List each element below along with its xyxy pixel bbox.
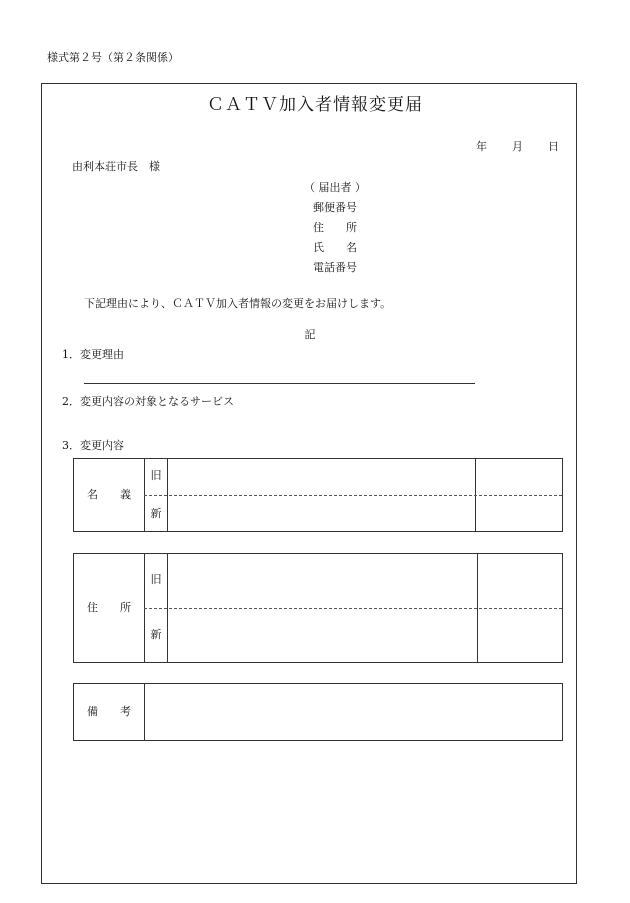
address-old-field[interactable] <box>168 554 476 607</box>
address-old-label: 旧 <box>150 573 162 586</box>
sender-heading: （ 届出者 ） <box>304 181 366 194</box>
date-month: 月 <box>512 140 523 153</box>
address-label: 住 所 <box>87 601 131 614</box>
item-target-service: 2．変更内容の対象となるサービス <box>62 395 234 408</box>
change-reason-underline[interactable] <box>84 383 475 384</box>
sender-postal-code-label: 郵便番号 <box>313 201 357 214</box>
name-old-field[interactable] <box>168 459 474 494</box>
form-number: 様式第２号（第２条関係） <box>47 51 179 64</box>
sender-address-label: 住 所 <box>313 221 357 234</box>
date-year: 年 <box>476 140 487 153</box>
date-day: 日 <box>548 140 559 153</box>
name-old-label: 旧 <box>150 469 162 482</box>
form-title: ＣＡＴＶ加入者情報変更届 <box>207 95 423 115</box>
remarks-label: 備 考 <box>87 705 131 718</box>
address-new-label: 新 <box>150 628 162 641</box>
ki-heading: 記 <box>304 328 316 341</box>
sender-phone-label: 電話番号 <box>313 261 357 274</box>
item-change-reason: 1．変更理由 <box>62 348 124 361</box>
name-new-field[interactable] <box>168 496 474 531</box>
item-change-contents: 3．変更内容 <box>62 439 124 452</box>
remarks-field[interactable] <box>145 684 562 740</box>
sender-name-label: 氏 名 <box>313 241 357 254</box>
name-label: 名 義 <box>87 488 131 501</box>
addressee: 由利本荘市長 様 <box>72 160 160 173</box>
name-new-label: 新 <box>150 507 162 520</box>
address-new-field[interactable] <box>168 609 476 662</box>
intro-text: 下記理由により、ＣＡＴＶ加入者情報の変更をお届けします。 <box>84 297 392 310</box>
